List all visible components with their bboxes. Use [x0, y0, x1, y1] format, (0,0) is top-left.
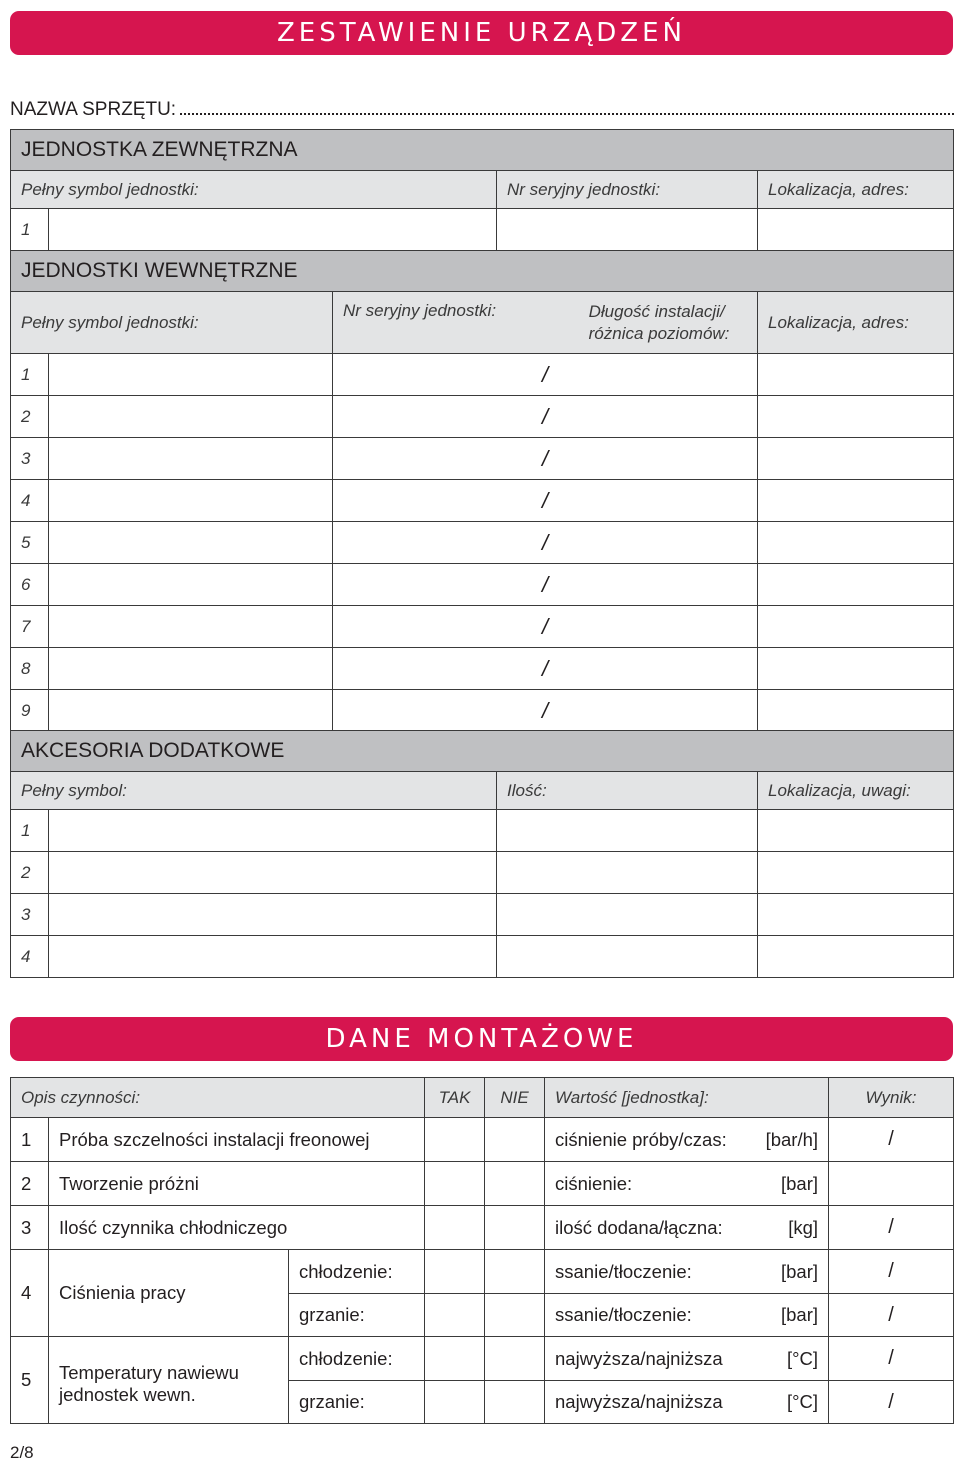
montage-result-cell[interactable]: /	[829, 1118, 954, 1162]
value-label: ciśnienie:	[555, 1172, 633, 1194]
value-unit: [°C]	[786, 1347, 819, 1369]
row-number: 1	[11, 354, 49, 396]
indoor-location-cell[interactable]	[758, 396, 954, 438]
accessory-quantity-cell[interactable]	[497, 894, 758, 936]
montage-title-banner: DANE MONTAŻOWE	[10, 1017, 953, 1061]
indoor-symbol-cell[interactable]	[49, 564, 333, 606]
outdoor-header-location: Lokalizacja, adres:	[758, 171, 954, 209]
montage-no-cell[interactable]	[485, 1162, 545, 1206]
length-separator: /	[541, 445, 549, 471]
accessory-location-cell[interactable]	[758, 852, 954, 894]
montage-row-description: Ilość czynnika chłodniczego	[49, 1206, 425, 1250]
row-number: 2	[11, 1162, 49, 1206]
montage-mode-label: grzanie:	[289, 1381, 425, 1424]
montage-result-cell[interactable]: /	[829, 1381, 954, 1424]
montage-header-description: Opis czynności:	[11, 1078, 425, 1118]
indoor-symbol-cell[interactable]	[49, 606, 333, 648]
indoor-location-cell[interactable]	[758, 438, 954, 480]
value-label: najwyższa/najniższa	[555, 1391, 723, 1412]
outdoor-serial-cell[interactable]	[497, 209, 758, 251]
montage-mode-label: grzanie:	[289, 1294, 425, 1337]
accessory-quantity-cell[interactable]	[497, 852, 758, 894]
indoor-location-cell[interactable]	[758, 648, 954, 690]
indoor-row	[11, 690, 954, 732]
accessory-row	[11, 936, 954, 978]
montage-yes-cell[interactable]	[425, 1206, 485, 1250]
outdoor-row	[11, 209, 954, 251]
indoor-serial-length-cell[interactable]	[333, 438, 758, 480]
montage-table	[10, 1077, 954, 1424]
length-separator: /	[541, 655, 549, 681]
indoor-symbol-cell[interactable]	[49, 690, 333, 732]
indoor-row	[11, 564, 954, 606]
indoor-header-length: Długość instalacji/ różnica poziomów:	[588, 301, 730, 343]
accessory-row	[11, 894, 954, 936]
length-separator: /	[541, 403, 549, 429]
value-unit: [bar]	[780, 1304, 819, 1325]
montage-yes-cell[interactable]	[425, 1294, 485, 1337]
indoor-header-serial: Nr seryjny jednostki:	[343, 300, 497, 320]
accessories-header-symbol: Pełny symbol:	[11, 772, 497, 810]
equipment-name-field[interactable]	[10, 97, 954, 123]
equipment-name-label: NAZWA SPRZĘTU:	[10, 99, 177, 120]
accessory-location-cell[interactable]	[758, 894, 954, 936]
accessory-symbol-cell[interactable]	[49, 852, 497, 894]
value-unit: [bar]	[780, 1172, 819, 1194]
montage-no-cell[interactable]	[485, 1118, 545, 1162]
montage-value-cell[interactable]	[545, 1294, 829, 1337]
indoor-row	[11, 396, 954, 438]
indoor-serial-length-cell[interactable]	[333, 354, 758, 396]
indoor-symbol-cell[interactable]	[49, 438, 333, 480]
row-number: 3	[11, 438, 49, 480]
montage-yes-cell[interactable]	[425, 1162, 485, 1206]
indoor-location-cell[interactable]	[758, 690, 954, 732]
accessory-location-cell[interactable]	[758, 810, 954, 852]
montage-yes-cell[interactable]	[425, 1381, 485, 1424]
page-title-banner: ZESTAWIENIE URZĄDZEŃ	[10, 11, 953, 55]
montage-yes-cell[interactable]	[425, 1250, 485, 1294]
montage-value-cell[interactable]	[545, 1250, 829, 1294]
indoor-location-cell[interactable]	[758, 522, 954, 564]
value-unit: [kg]	[788, 1216, 819, 1238]
montage-result-cell[interactable]: /	[829, 1337, 954, 1381]
indoor-serial-length-cell[interactable]	[333, 522, 758, 564]
montage-yes-cell[interactable]	[425, 1337, 485, 1381]
value-unit: [bar/h]	[765, 1128, 819, 1150]
indoor-symbol-cell[interactable]	[49, 522, 333, 564]
montage-row	[11, 1250, 954, 1294]
montage-row	[11, 1206, 954, 1250]
indoor-header-group	[333, 292, 758, 354]
montage-no-cell[interactable]	[485, 1250, 545, 1294]
accessory-symbol-cell[interactable]	[49, 936, 497, 978]
accessories-header-quantity: Ilość:	[497, 772, 758, 810]
accessories-section-title: AKCESORIA DODATKOWE	[11, 731, 954, 772]
row-number: 4	[11, 1250, 49, 1337]
montage-no-cell[interactable]	[485, 1381, 545, 1424]
length-separator: /	[541, 361, 549, 387]
length-separator: /	[541, 613, 549, 639]
row-number: 3	[11, 894, 49, 936]
accessories-header-location: Lokalizacja, uwagi:	[758, 772, 954, 810]
indoor-serial-length-cell[interactable]	[333, 480, 758, 522]
montage-row	[11, 1162, 954, 1206]
outdoor-unit-section-title: JEDNOSTKA ZEWNĘTRZNA	[11, 130, 954, 171]
montage-header-result: Wynik:	[829, 1078, 954, 1118]
accessories-table	[10, 730, 954, 978]
montage-value-cell[interactable]	[545, 1206, 829, 1250]
length-separator: /	[541, 487, 549, 513]
value-label: ciśnienie próby/czas:	[555, 1128, 727, 1150]
indoor-serial-length-cell[interactable]	[333, 690, 758, 732]
row-number: 5	[11, 1337, 49, 1424]
indoor-serial-length-cell[interactable]	[333, 606, 758, 648]
montage-row	[11, 1337, 954, 1381]
accessory-location-cell[interactable]	[758, 936, 954, 978]
indoor-row	[11, 606, 954, 648]
value-label: najwyższa/najniższa	[555, 1347, 723, 1369]
accessory-row	[11, 852, 954, 894]
row-number: 9	[11, 690, 49, 732]
indoor-location-cell[interactable]	[758, 606, 954, 648]
row-number: 2	[11, 852, 49, 894]
row-number: 2	[11, 396, 49, 438]
indoor-serial-length-cell[interactable]	[333, 564, 758, 606]
page-number: 2/8	[10, 1443, 34, 1462]
indoor-location-cell[interactable]	[758, 480, 954, 522]
indoor-location-cell[interactable]	[758, 354, 954, 396]
length-separator: /	[541, 571, 549, 597]
montage-row-description: Tworzenie próżni	[49, 1162, 425, 1206]
indoor-row	[11, 480, 954, 522]
montage-mode-label: chłodzenie:	[289, 1337, 425, 1381]
row-number: 1	[11, 209, 49, 251]
length-separator: /	[541, 697, 549, 723]
montage-row	[11, 1118, 954, 1162]
row-number: 6	[11, 564, 49, 606]
indoor-location-cell[interactable]	[758, 564, 954, 606]
montage-value-cell[interactable]	[545, 1337, 829, 1381]
indoor-units-section-title: JEDNOSTKI WEWNĘTRZNE	[11, 251, 954, 292]
indoor-symbol-cell[interactable]	[49, 480, 333, 522]
row-number: 3	[11, 1206, 49, 1250]
row-number: 1	[11, 1118, 49, 1162]
indoor-symbol-cell[interactable]	[49, 354, 333, 396]
montage-row-description: Ciśnienia pracy	[49, 1250, 289, 1337]
accessory-symbol-cell[interactable]	[49, 810, 497, 852]
montage-no-cell[interactable]	[485, 1337, 545, 1381]
value-label: ssanie/tłoczenie:	[555, 1260, 692, 1282]
value-label: ssanie/tłoczenie:	[555, 1304, 692, 1325]
outdoor-symbol-cell[interactable]	[49, 209, 497, 251]
accessory-quantity-cell[interactable]	[497, 936, 758, 978]
indoor-rows-table	[10, 353, 954, 732]
outdoor-header-symbol: Pełny symbol jednostki:	[11, 171, 497, 209]
montage-result-cell[interactable]: /	[829, 1294, 954, 1337]
indoor-header-symbol: Pełny symbol jednostki:	[11, 292, 333, 354]
montage-result-cell[interactable]: /	[829, 1206, 954, 1250]
montage-header-value: Wartość [jednostka]:	[545, 1078, 829, 1118]
value-label: ilość dodana/łączna:	[555, 1216, 723, 1238]
montage-yes-cell[interactable]	[425, 1118, 485, 1162]
montage-header-yes: TAK	[425, 1078, 485, 1118]
indoor-serial-length-cell[interactable]	[333, 396, 758, 438]
row-number: 4	[11, 480, 49, 522]
accessory-quantity-cell[interactable]	[497, 810, 758, 852]
outdoor-header-serial: Nr seryjny jednostki:	[497, 171, 758, 209]
indoor-row	[11, 354, 954, 396]
indoor-row	[11, 522, 954, 564]
accessory-row	[11, 810, 954, 852]
row-number: 4	[11, 936, 49, 978]
row-number: 5	[11, 522, 49, 564]
value-unit: [°C]	[786, 1391, 819, 1412]
value-unit: [bar]	[780, 1260, 819, 1282]
montage-header-no: NIE	[485, 1078, 545, 1118]
montage-row-description: Próba szczelności instalacji freonowej	[49, 1118, 425, 1162]
montage-row-description: Temperatury nawiewu jednostek wewn.	[49, 1337, 289, 1424]
montage-mode-label: chłodzenie:	[289, 1250, 425, 1294]
indoor-serial-length-cell[interactable]	[333, 648, 758, 690]
accessory-symbol-cell[interactable]	[49, 894, 497, 936]
equipment-name-dotted-line	[180, 113, 954, 115]
row-number: 1	[11, 810, 49, 852]
montage-result-cell[interactable]: /	[829, 1250, 954, 1294]
devices-table	[10, 129, 954, 354]
row-number: 7	[11, 606, 49, 648]
montage-result-cell[interactable]	[829, 1162, 954, 1206]
length-separator: /	[541, 529, 549, 555]
indoor-header-location: Lokalizacja, adres:	[758, 292, 954, 354]
montage-value-cell[interactable]	[545, 1162, 829, 1206]
indoor-symbol-cell[interactable]	[49, 396, 333, 438]
indoor-symbol-cell[interactable]	[49, 648, 333, 690]
montage-value-cell[interactable]	[545, 1381, 829, 1424]
montage-no-cell[interactable]	[485, 1294, 545, 1337]
montage-no-cell[interactable]	[485, 1206, 545, 1250]
montage-value-cell[interactable]	[545, 1118, 829, 1162]
outdoor-location-cell[interactable]	[758, 209, 954, 251]
indoor-row	[11, 648, 954, 690]
indoor-row	[11, 438, 954, 480]
row-number: 8	[11, 648, 49, 690]
